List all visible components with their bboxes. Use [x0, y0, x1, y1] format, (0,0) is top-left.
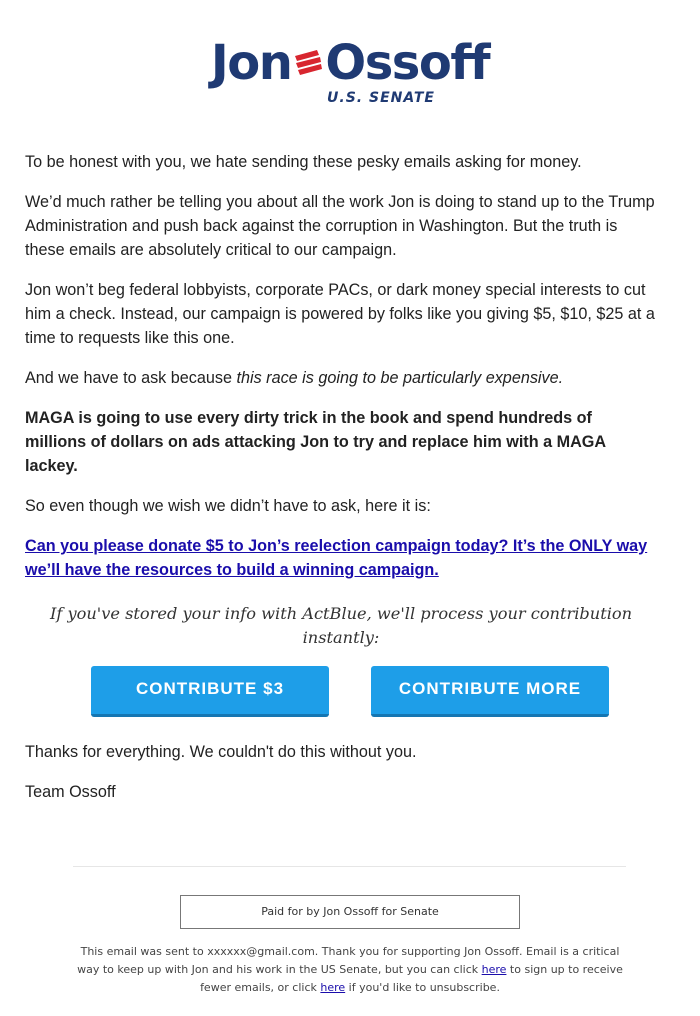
footer-text: [70, 943, 630, 997]
paragraph-thanks: Thanks for everything. We couldn't do this without you.: [25, 743, 417, 761]
logo-wordmark: [211, 36, 489, 90]
contribute-3-button[interactable]: CONTRIBUTE $3: [91, 666, 329, 717]
footer-divider: [73, 866, 626, 867]
email-body: [25, 150, 657, 820]
logo-last-name: Ossoff: [325, 35, 490, 91]
donate-ask-link[interactable]: Can you please donate $5 to Jon’s reelection campaign today? It’s the ONLY way we’ll have the resources to build a winning campaign.: [25, 537, 648, 579]
actblue-note: If you've stored your info with ActBlue, we'll process your contribution instantly:: [49, 604, 633, 647]
flag-stripes-icon: [293, 48, 323, 78]
paragraph-expensive: [25, 366, 657, 390]
logo-subtitle: U.S. SENATE: [327, 90, 435, 106]
unsubscribe-link[interactable]: here: [320, 981, 346, 994]
contribute-more-button[interactable]: CONTRIBUTE MORE: [371, 666, 609, 717]
paragraph-work: We’d much rather be telling you about all the work Jon is doing to stand up to the Trump Administration and push back against the corruption in Washington. But the truth is these emails are absolutely critical to our campaign.: [25, 193, 655, 259]
footer-text-3: if you'd like to unsubscribe.: [345, 981, 500, 994]
paragraph-intro: To be honest with you, we hate sending these pesky emails asking for money.: [25, 153, 582, 171]
logo-first-name: Jon: [210, 35, 292, 91]
contribute-buttons: [25, 666, 657, 716]
paragraph-ask-lead: So even though we wish we didn’t have to ask, here it is:: [25, 497, 431, 515]
expensive-italic: this race is going to be particularly expensive.: [236, 369, 564, 387]
footer-text-1: This email was sent to xxxxxx@gmail.com. Thank you for supporting Jon Ossoff. Email is a critical way to keep up with Jon and his work in the US Senate, but you can click: [77, 945, 620, 976]
signoff: Team Ossoff: [25, 783, 116, 801]
footer-text-2: to sign up to receive fewer emails, or click: [200, 963, 623, 994]
paragraph-funding: Jon won’t beg federal lobbyists, corporate PACs, or dark money special interests to cut him a check. Instead, our campaign is powered by folks like you giving $5, $10, $25 at a time to requests like this one.: [25, 281, 655, 347]
paid-for-disclaimer: Paid for by Jon Ossoff for Senate: [180, 895, 520, 929]
paragraph-maga: MAGA is going to use every dirty trick in the book and spend hundreds of millions of dollars on ads attacking Jon to try and replace him with a MAGA lackey.: [25, 409, 606, 475]
campaign-logo: [0, 36, 700, 106]
fewer-emails-link[interactable]: here: [481, 963, 507, 976]
expensive-lead: And we have to ask because: [25, 369, 237, 387]
